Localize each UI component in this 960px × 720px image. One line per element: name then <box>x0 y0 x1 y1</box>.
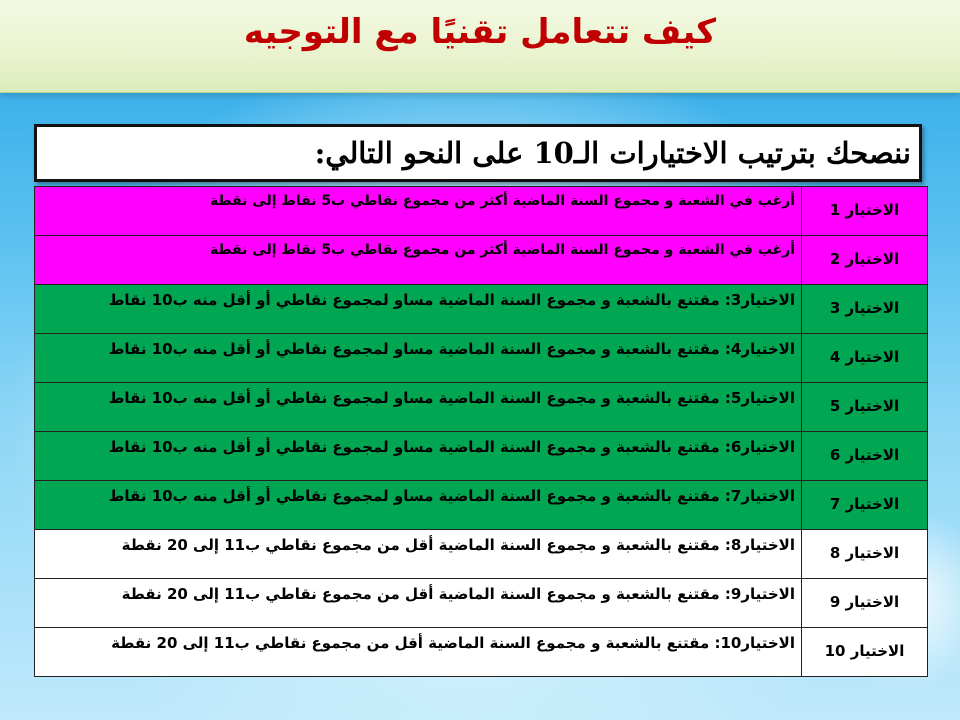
table-row <box>35 334 928 383</box>
subtitle-box <box>34 124 922 182</box>
table-row <box>35 187 928 236</box>
choice-description: الاختيار10: مقتنع بالشعبة و مجموع السنة الماضية أقل من مجموع نقاطي ب11 إلى 20 نقطة <box>35 628 802 677</box>
choice-label: الاختيار 9 <box>802 579 928 628</box>
choice-description: الاختيار7: مقتنع بالشعبة و مجموع السنة الماضية مساو لمجموع نقاطي أو أقل منه ب10 نقاط <box>35 481 802 530</box>
choice-description: أرغب في الشعبة و مجموع السنة الماضية أكثر من مجموع نقاطي ب5 نقاط إلى نقطة <box>35 236 802 285</box>
choice-description: الاختيار6: مقتنع بالشعبة و مجموع السنة الماضية مساو لمجموع نقاطي أو أقل منه ب10 نقاط <box>35 432 802 481</box>
table-row <box>35 530 928 579</box>
choice-description: الاختيار5: مقتنع بالشعبة و مجموع السنة الماضية مساو لمجموع نقاطي أو أقل منه ب10 نقاط <box>35 383 802 432</box>
slide-subtitle: ننصحك بترتيب الاختيارات الـ10 على النحو التالي: <box>314 136 911 170</box>
title-banner <box>0 0 960 93</box>
choices-table-body <box>35 187 928 677</box>
choice-description: الاختيار9: مقتنع بالشعبة و مجموع السنة الماضية أقل من مجموع نقاطي ب11 إلى 20 نقطة <box>35 579 802 628</box>
choice-label: الاختيار 6 <box>802 432 928 481</box>
table-row <box>35 285 928 334</box>
table-row <box>35 432 928 481</box>
table-row <box>35 579 928 628</box>
choice-label: الاختيار 5 <box>802 383 928 432</box>
choice-label: الاختيار 2 <box>802 236 928 285</box>
choice-description: الاختيار3: مقتنع بالشعبة و مجموع السنة الماضية مساو لمجموع نقاطي أو أقل منه ب10 نقاط <box>35 285 802 334</box>
choice-label: الاختيار 4 <box>802 334 928 383</box>
choices-table <box>34 186 928 677</box>
choice-label: الاختيار 7 <box>802 481 928 530</box>
table-row <box>35 628 928 677</box>
choice-label: الاختيار 1 <box>802 187 928 236</box>
table-row <box>35 383 928 432</box>
choice-description: أرغب في الشعبة و مجموع السنة الماضية أكثر من مجموع نقاطي ب5 نقاط إلى نقطة <box>35 187 802 236</box>
choice-label: الاختيار 8 <box>802 530 928 579</box>
choice-label: الاختيار 10 <box>802 628 928 677</box>
choice-label: الاختيار 3 <box>802 285 928 334</box>
table-row <box>35 481 928 530</box>
choice-description: الاختيار8: مقتنع بالشعبة و مجموع السنة الماضية أقل من مجموع نقاطي ب11 إلى 20 نقطة <box>35 530 802 579</box>
choice-description: الاختيار4: مقتنع بالشعبة و مجموع السنة الماضية مساو لمجموع نقاطي أو أقل منه ب10 نقاط <box>35 334 802 383</box>
slide-title: كيف تتعامل تقنيًا مع التوجيه <box>243 12 717 52</box>
table-row <box>35 236 928 285</box>
